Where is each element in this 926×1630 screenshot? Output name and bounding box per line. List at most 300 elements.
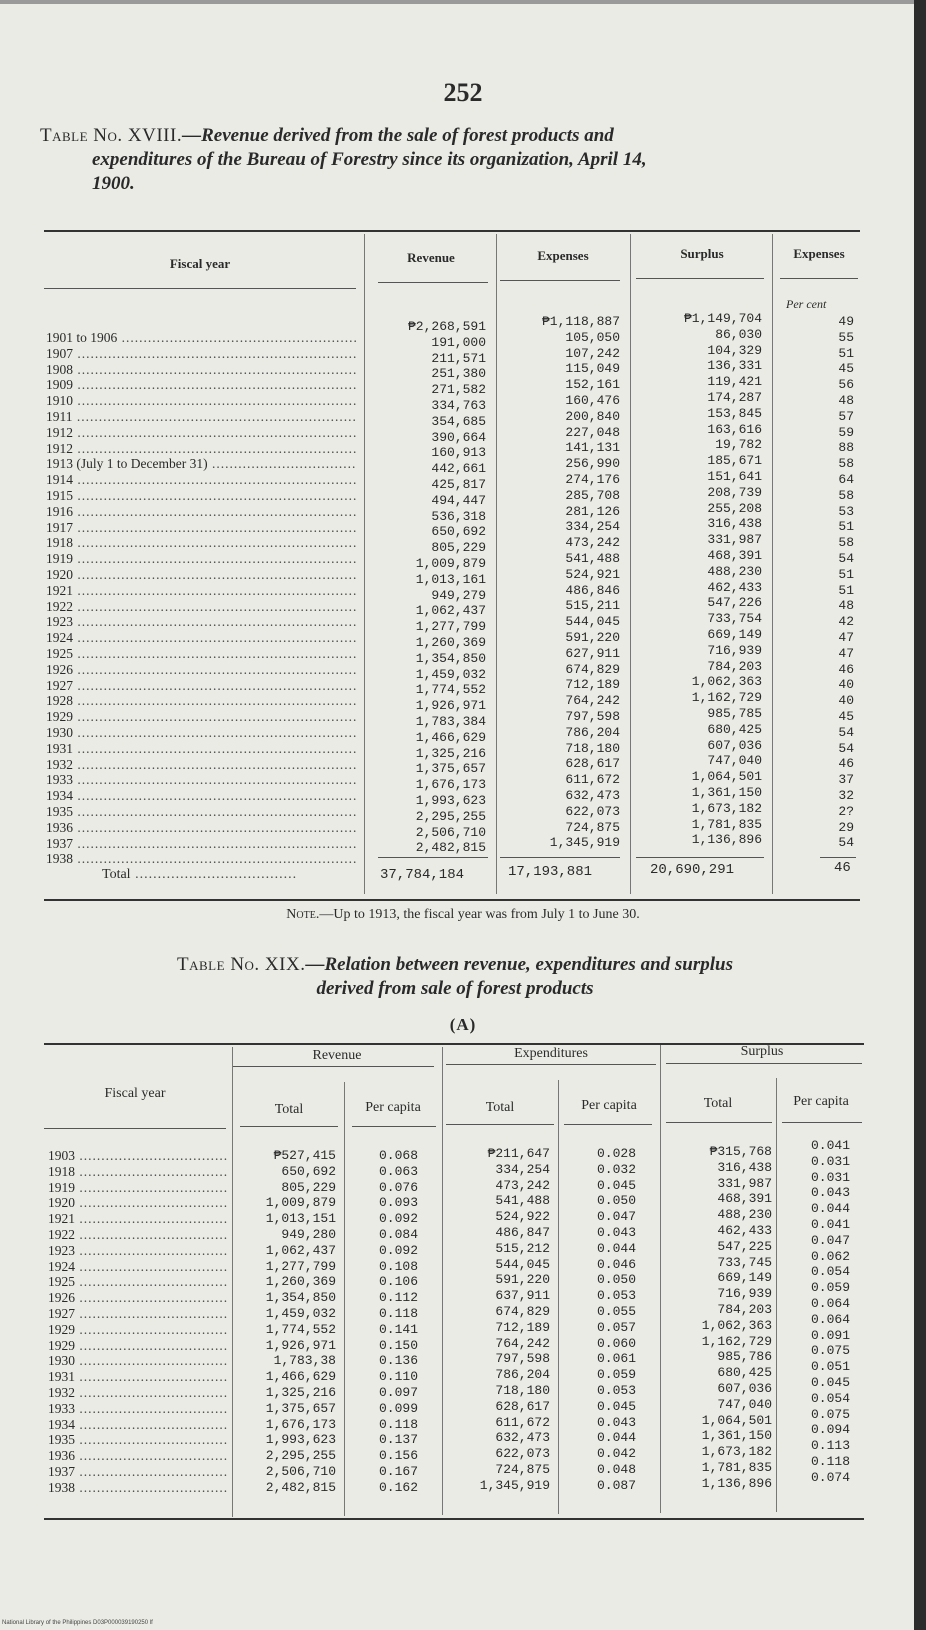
table-18-total-percent: 46 bbox=[834, 860, 851, 876]
table-19-revenue-per-capita-cell: 0.156 bbox=[378, 1448, 418, 1464]
table-19-surplus-per-capita-cell: 0.064 bbox=[810, 1295, 850, 1311]
table-19-surplus-per-capita-cell: 0.041 bbox=[810, 1216, 850, 1232]
table-18-revenue-cell: 2,506,710 bbox=[415, 824, 486, 840]
table-18-percent-cell: 40 bbox=[838, 693, 854, 709]
table-19-revenue-per-capita-cell: 0.093 bbox=[378, 1195, 418, 1211]
table-18-title-2: expenditures of the Bureau of Forestry since its organization, April 14, bbox=[92, 149, 647, 170]
table-19-expenditures-total-cell: 544,045 bbox=[495, 1256, 550, 1272]
table-19-surplus-per-capita-cell: 0.094 bbox=[810, 1422, 850, 1438]
table-18-total-surplus: 20,690,291 bbox=[650, 862, 735, 878]
table-19-surplus-per-capita-cell: 0.047 bbox=[810, 1232, 850, 1248]
table-19-revenue-per-capita-cell: 0.068 bbox=[378, 1148, 418, 1163]
table-19-surplus-total-cell: 784,203 bbox=[717, 1301, 772, 1317]
table-19-expenditures-total-cell: ₱211,647 bbox=[487, 1146, 550, 1161]
table-19-expenditures-per-capita-cell: 0.043 bbox=[596, 1224, 636, 1240]
table-19-revenue-total-cell: 1,325,216 bbox=[265, 1384, 336, 1400]
table-18-surplus-cell: 1,162,729 bbox=[691, 690, 762, 706]
table-18-header-revenue: Revenue bbox=[407, 250, 455, 265]
table-19-expenditures-per-capita-cell: 0.048 bbox=[596, 1461, 636, 1477]
table-19-revenue-per-capita-cell: 0.108 bbox=[378, 1258, 418, 1274]
table-19-year-cell: 1932 ..... bbox=[48, 1385, 228, 1401]
table-18-revenue-cell: 425,817 bbox=[431, 476, 486, 492]
table-18-surplus-cell: 669,149 bbox=[707, 626, 762, 642]
table-19-year-cell: 1919 ..... bbox=[48, 1180, 228, 1196]
table-19-header-fiscal-year: Fiscal year bbox=[104, 1086, 166, 1101]
table-18-percent-cell: 57 bbox=[838, 408, 854, 424]
table-19-surplus-total-cell: 1,064,501 bbox=[701, 1412, 772, 1428]
table-18-expenses-cell: 764,242 bbox=[565, 693, 620, 709]
table-18-revenue-cell: 1,277,799 bbox=[415, 619, 486, 635]
table-19-expenditures-total-cell: 622,073 bbox=[495, 1446, 550, 1462]
table-18-percent-cell: 49 bbox=[838, 314, 854, 329]
table-18-revenue-cell: 1,783,384 bbox=[415, 713, 486, 729]
table-18-surplus-cell: 1,673,182 bbox=[691, 800, 762, 816]
table-18-revenue-cell: 390,664 bbox=[431, 429, 486, 445]
table-19-revenue-per-capita-cell: 0.118 bbox=[378, 1305, 418, 1321]
table-18-year-cell: 1935 ..... bbox=[46, 804, 356, 820]
table-18-caption bbox=[40, 124, 870, 196]
table-19-surplus-per-capita-cell: 0.041 bbox=[810, 1138, 850, 1153]
table-18-percent-cell: 51 bbox=[838, 582, 854, 598]
table-18-revenue-cell: 1,009,879 bbox=[415, 555, 486, 571]
table-18-year-cell: 1913 (July 1 to December 31) ..... bbox=[46, 456, 356, 472]
table-19-revenue-per-capita-cell: 0.099 bbox=[378, 1400, 418, 1416]
table-18-label: Table No. XVIII. bbox=[40, 125, 183, 146]
table-18-vline-3 bbox=[630, 234, 631, 894]
table-18-surplus-cell: 1,064,501 bbox=[691, 769, 762, 785]
table-19-expenditures-per-capita-cell: 0.045 bbox=[596, 1177, 636, 1193]
table-19-revenue-per-capita-cell: 0.106 bbox=[378, 1274, 418, 1290]
table-18-year-cell: 1919 ..... bbox=[46, 551, 356, 567]
table-18-year-cell: 1915 ..... bbox=[46, 488, 356, 504]
table-19-surplus-total-cell: 747,040 bbox=[717, 1396, 772, 1412]
table-18-percent-cell: 51 bbox=[838, 566, 854, 582]
table-18-header-rule-2 bbox=[378, 282, 488, 283]
table-18-surplus-cell: 255,208 bbox=[707, 500, 762, 516]
table-18-year-cell: 1921 ..... bbox=[46, 583, 356, 599]
scan-edge-right bbox=[914, 0, 926, 1630]
table-18-surplus-cell: 1,062,363 bbox=[691, 674, 762, 690]
table-18-surplus-cell: 1,781,835 bbox=[691, 816, 762, 832]
table-18-percent-cell: 59 bbox=[838, 424, 854, 440]
table-18-year-cell: 1920 ..... bbox=[46, 567, 356, 583]
table-18-surplus-cell: 784,203 bbox=[707, 658, 762, 674]
table-18-header-rule-5 bbox=[780, 278, 858, 279]
table-18-year-cell: 1910 ..... bbox=[46, 393, 356, 409]
table-18-expenses-cell: 334,254 bbox=[565, 519, 620, 535]
table-18-header-expenses: Expenses bbox=[537, 248, 589, 263]
table-19-surplus-per-capita-cell: 0.054 bbox=[810, 1264, 850, 1280]
table-18-surplus-column bbox=[636, 311, 762, 848]
table-18-percent-cell: 54 bbox=[838, 740, 854, 756]
table-18-surplus-cell: 153,845 bbox=[707, 405, 762, 421]
table-19-header-expenditures-per-capita: Per capita bbox=[581, 1098, 637, 1113]
table-19-header-expenditures: Expenditures bbox=[514, 1046, 588, 1061]
table-19-revenue-total-cell: 1,926,971 bbox=[265, 1337, 336, 1353]
table-19-expenditures-per-capita-cell: 0.028 bbox=[596, 1146, 636, 1161]
table-18-revenue-cell: 1,013,161 bbox=[415, 571, 486, 587]
page-number: 252 bbox=[443, 78, 483, 107]
table-19-expenditures-group-rule bbox=[446, 1064, 656, 1065]
table-19-revenue-per-capita-column bbox=[352, 1148, 418, 1496]
table-19-expenditures-total-cell: 786,204 bbox=[495, 1367, 550, 1383]
table-18-surplus-cell: 316,438 bbox=[707, 516, 762, 532]
table-18-year-cell: 1938 ..... bbox=[46, 851, 356, 867]
table-18-revenue-cell: 442,661 bbox=[431, 461, 486, 477]
table-19-caption bbox=[40, 953, 870, 1001]
table-19-surplus-total-cell: ₱315,768 bbox=[709, 1144, 772, 1159]
table-19-year-cell: 1937 ..... bbox=[48, 1464, 228, 1480]
table-18-header-fiscal-year: Fiscal year bbox=[169, 256, 231, 271]
table-19-expenditures-per-capita-cell: 0.045 bbox=[596, 1398, 636, 1414]
table-19-revenue-per-capita-cell: 0.110 bbox=[378, 1369, 418, 1385]
table-19-expenditures-total-cell: 628,617 bbox=[495, 1398, 550, 1414]
table-19-expenditures-total-cell: 718,180 bbox=[495, 1382, 550, 1398]
table-19-header-rule-1 bbox=[44, 1128, 226, 1129]
table-18-expenses-cell: 256,990 bbox=[565, 456, 620, 472]
table-19-surplus-total-cell: 716,939 bbox=[717, 1286, 772, 1302]
table-19-surplus-per-capita-cell: 0.044 bbox=[810, 1201, 850, 1217]
table-19-expenditures-total-cell: 611,672 bbox=[495, 1414, 550, 1430]
table-19-year-cell: 1918 ..... bbox=[48, 1164, 228, 1180]
table-19-title-2: derived from sale of forest products bbox=[316, 978, 594, 999]
table-19-surplus-total-cell: 669,149 bbox=[717, 1270, 772, 1286]
table-18-expenses-cell: 524,921 bbox=[565, 566, 620, 582]
table-18-percent-cell: 48 bbox=[838, 598, 854, 614]
table-19-expenditures-per-capita-cell: 0.059 bbox=[596, 1367, 636, 1383]
table-18-surplus-cell: 136,331 bbox=[707, 358, 762, 374]
table-18-surplus-cell: 151,641 bbox=[707, 468, 762, 484]
table-18-revenue-cell: 1,375,657 bbox=[415, 761, 486, 777]
table-18-surplus-cell: 119,421 bbox=[707, 374, 762, 390]
table-18-percent-cell: 40 bbox=[838, 677, 854, 693]
table-18-revenue-cell: 354,685 bbox=[431, 413, 486, 429]
table-19-surplus-per-capita-cell: 0.062 bbox=[810, 1248, 850, 1264]
table-18-expenses-cell: 541,488 bbox=[565, 550, 620, 566]
table-19-revenue-total-cell: 1,277,799 bbox=[265, 1258, 336, 1274]
table-19-expenditures-per-capita-cell: 0.050 bbox=[596, 1272, 636, 1288]
table-19-revenue-total-cell: 1,466,629 bbox=[265, 1369, 336, 1385]
table-19-revenue-total-cell: 2,506,710 bbox=[265, 1463, 336, 1479]
table-19-revenue-per-capita-cell: 0.136 bbox=[378, 1353, 418, 1369]
table-18-surplus-cell: 607,036 bbox=[707, 737, 762, 753]
table-18-expenses-cell: 105,050 bbox=[565, 329, 620, 345]
table-19-year-cell: 1924 ..... bbox=[48, 1259, 228, 1275]
table-19-header-expenditures-total: Total bbox=[485, 1100, 515, 1115]
table-18-top-rule bbox=[44, 230, 860, 232]
table-18-surplus-cell: 104,329 bbox=[707, 342, 762, 358]
table-18-surplus-cell: 1,361,150 bbox=[691, 784, 762, 800]
table-19-surplus-total-cell: 462,433 bbox=[717, 1222, 772, 1238]
table-18-title-3: 1900. bbox=[92, 173, 135, 194]
table-19-header-rule-4 bbox=[446, 1124, 554, 1125]
table-18-percent-cell: 37 bbox=[838, 772, 854, 788]
table-19-expenditures-per-capita-cell: 0.044 bbox=[596, 1430, 636, 1446]
table-19-surplus-total-cell: 1,781,835 bbox=[701, 1459, 772, 1475]
table-18-expenses-cell: 141,131 bbox=[565, 440, 620, 456]
table-19-bottom-rule bbox=[44, 1518, 864, 1520]
table-18-vline-4 bbox=[772, 234, 773, 894]
table-18-expenses-cell: 107,242 bbox=[565, 345, 620, 361]
table-18-expenses-cell: 591,220 bbox=[565, 629, 620, 645]
table-19-revenue-per-capita-cell: 0.092 bbox=[378, 1211, 418, 1227]
table-19-year-cell: 1929 ..... bbox=[48, 1338, 228, 1354]
table-19-surplus-total-cell: 316,438 bbox=[717, 1159, 772, 1175]
table-19-expenditures-per-capita-cell: 0.046 bbox=[596, 1256, 636, 1272]
table-19-year-cell: 1922 ..... bbox=[48, 1227, 228, 1243]
table-19-expenditures-per-capita-cell: 0.053 bbox=[596, 1288, 636, 1304]
table-19-revenue-per-capita-cell: 0.137 bbox=[378, 1432, 418, 1448]
table-19-header-surplus-per-capita: Per capita bbox=[793, 1094, 849, 1109]
table-19-year-cell: 1930 ..... bbox=[48, 1353, 228, 1369]
table-18-header-surplus: Surplus bbox=[680, 246, 724, 261]
table-18-revenue-cell: 1,260,369 bbox=[415, 634, 486, 650]
table-19-revenue-per-capita-cell: 0.084 bbox=[378, 1226, 418, 1242]
table-19-revenue-total-cell: 1,993,623 bbox=[265, 1432, 336, 1448]
table-18-expenses-cell: 611,672 bbox=[565, 772, 620, 788]
table-19-revenue-total-cell: 1,774,552 bbox=[265, 1321, 336, 1337]
table-19-surplus-per-capita-cell: 0.074 bbox=[810, 1469, 850, 1485]
table-18-percent-cell: 45 bbox=[838, 361, 854, 377]
table-18-percent-cell: 88 bbox=[838, 440, 854, 456]
table-18-surplus-cell: 747,040 bbox=[707, 753, 762, 769]
table-18-expenses-cell: 718,180 bbox=[565, 740, 620, 756]
table-18-percent-cell: 54 bbox=[838, 835, 854, 851]
table-18-total-label: Total ..... bbox=[102, 867, 297, 883]
table-19-expenditures-per-capita-cell: 0.057 bbox=[596, 1319, 636, 1335]
table-18-year-cell: 1926 ..... bbox=[46, 662, 356, 678]
table-18-year-cell: 1934 ..... bbox=[46, 788, 356, 804]
table-18-revenue-cell: 191,000 bbox=[431, 334, 486, 350]
table-19-surplus-per-capita-cell: 0.045 bbox=[810, 1374, 850, 1390]
table-18-vline-1 bbox=[364, 234, 365, 894]
table-18-header-expenses-pct: Expenses bbox=[793, 246, 845, 261]
table-18-revenue-cell: 1,993,623 bbox=[415, 792, 486, 808]
table-18-percent-cell: 2? bbox=[838, 803, 854, 819]
table-18-total-revenue: 37,784,184 bbox=[380, 867, 465, 883]
table-18-expenses-cell: 486,846 bbox=[565, 582, 620, 598]
table-18-percent-cell: 47 bbox=[838, 629, 854, 645]
table-18-year-cell: 1918 ..... bbox=[46, 535, 356, 551]
table-18-expenses-cell: ₱1,118,887 bbox=[541, 314, 620, 329]
table-18-year-cell: 1931 ..... bbox=[46, 741, 356, 757]
table-19-year-cell: 1926 ..... bbox=[48, 1290, 228, 1306]
table-19-expenditures-per-capita-cell: 0.044 bbox=[596, 1240, 636, 1256]
table-19-surplus-total-cell: 1,162,729 bbox=[701, 1333, 772, 1349]
table-19-vline-4 bbox=[558, 1080, 559, 1514]
table-19-surplus-total-cell: 1,136,896 bbox=[701, 1475, 772, 1491]
table-19-expenditures-total-cell: 637,911 bbox=[495, 1288, 550, 1304]
table-18-year-cell: 1922 ..... bbox=[46, 599, 356, 615]
table-18-year-cell: 1925 ..... bbox=[46, 646, 356, 662]
table-18-expenses-cell: 544,045 bbox=[565, 614, 620, 630]
table-18-revenue-cell: 251,380 bbox=[431, 366, 486, 382]
table-19-surplus-per-capita-cell: 0.054 bbox=[810, 1390, 850, 1406]
table-19-revenue-total-cell: 2,482,815 bbox=[265, 1479, 336, 1495]
table-18-bottom-rule bbox=[44, 899, 860, 901]
table-19-year-cell: 1938 ..... bbox=[48, 1480, 228, 1496]
table-18-year-cell: 1932 ..... bbox=[46, 757, 356, 773]
table-18-revenue-column bbox=[370, 319, 486, 856]
table-19-revenue-total-cell: 1,375,657 bbox=[265, 1400, 336, 1416]
table-18-expenses-cell: 797,598 bbox=[565, 708, 620, 724]
table-18-percent-cell: 48 bbox=[838, 392, 854, 408]
table-19-vline-3 bbox=[442, 1047, 443, 1515]
table-18-revenue-cell: 271,582 bbox=[431, 382, 486, 398]
table-19-revenue-total-cell: 1,062,437 bbox=[265, 1242, 336, 1258]
table-19-header-rule-5 bbox=[564, 1124, 652, 1125]
table-19-surplus-total-cell: 547,225 bbox=[717, 1238, 772, 1254]
table-18-percent-cell: 56 bbox=[838, 377, 854, 393]
table-18-expenses-cell: 786,204 bbox=[565, 724, 620, 740]
table-18-surplus-cell: 163,616 bbox=[707, 421, 762, 437]
table-19-surplus-total-column bbox=[668, 1144, 772, 1492]
table-19-expenditures-per-capita-cell: 0.055 bbox=[596, 1303, 636, 1319]
table-18-year-cell: 1929 ..... bbox=[46, 709, 356, 725]
table-18-revenue-cell: 1,354,850 bbox=[415, 650, 486, 666]
table-19-vline-6 bbox=[776, 1078, 777, 1512]
table-18-expenses-cell: 674,829 bbox=[565, 661, 620, 677]
table-19-surplus-total-cell: 1,673,182 bbox=[701, 1444, 772, 1460]
table-19-expenditures-total-cell: 486,847 bbox=[495, 1224, 550, 1240]
table-18-surplus-cell: 680,425 bbox=[707, 721, 762, 737]
table-18-surplus-cell: 985,785 bbox=[707, 705, 762, 721]
table-18-title-1: —Revenue derived from the sale of forest products and bbox=[182, 125, 614, 146]
table-18-percent-cell: 53 bbox=[838, 503, 854, 519]
table-18-percent-cell: 47 bbox=[838, 645, 854, 661]
table-19-expenditures-per-capita-cell: 0.042 bbox=[596, 1446, 636, 1462]
table-19-surplus-group-rule bbox=[666, 1063, 862, 1064]
table-19-year-cell: 1923 ..... bbox=[48, 1243, 228, 1259]
table-19-surplus-total-cell: 1,062,363 bbox=[701, 1317, 772, 1333]
table-19-surplus-total-cell: 468,391 bbox=[717, 1191, 772, 1207]
table-19-vline-2 bbox=[344, 1082, 345, 1516]
table-18-expenses-cell: 622,073 bbox=[565, 803, 620, 819]
table-18-percent-column bbox=[820, 314, 854, 851]
table-19-header-rule-2 bbox=[240, 1126, 338, 1127]
table-19-vline-5 bbox=[660, 1045, 661, 1513]
table-18-revenue-cell: 1,774,552 bbox=[415, 682, 486, 698]
table-18-expenses-cell: 160,476 bbox=[565, 392, 620, 408]
table-19-expenditures-per-capita-cell: 0.060 bbox=[596, 1335, 636, 1351]
table-19-expenditures-total-column bbox=[446, 1146, 550, 1494]
table-18-year-cell: 1924 ..... bbox=[46, 630, 356, 646]
table-19-revenue-total-cell: 1,676,173 bbox=[265, 1416, 336, 1432]
table-19-expenditures-total-cell: 515,212 bbox=[495, 1240, 550, 1256]
table-19-expenditures-per-capita-cell: 0.061 bbox=[596, 1351, 636, 1367]
table-19-revenue-per-capita-cell: 0.092 bbox=[378, 1242, 418, 1258]
table-18-expenses-cell: 285,708 bbox=[565, 487, 620, 503]
table-19-year-cell: 1903 ..... bbox=[48, 1148, 228, 1164]
table-18-expenses-column bbox=[500, 314, 620, 851]
table-18-sum-rule-3 bbox=[636, 857, 764, 858]
table-19-label: Table No. XIX. bbox=[177, 954, 306, 975]
table-18-sum-rule-1 bbox=[378, 857, 488, 858]
table-18-vline-2 bbox=[496, 234, 497, 894]
table-18-revenue-cell: 2,295,255 bbox=[415, 808, 486, 824]
table-19-revenue-total-cell: 1,459,032 bbox=[265, 1305, 336, 1321]
table-18-surplus-cell: ₱1,149,704 bbox=[683, 311, 762, 326]
table-19-surplus-per-capita-column bbox=[790, 1138, 850, 1486]
table-18-revenue-cell: 1,459,032 bbox=[415, 666, 486, 682]
table-19-revenue-total-cell: 1,013,151 bbox=[265, 1211, 336, 1227]
table-18-year-cell: 1907 ..... bbox=[46, 346, 356, 362]
table-19-years-column bbox=[48, 1148, 228, 1496]
table-18-per-cent-label: Per cent bbox=[786, 297, 827, 311]
table-19-revenue-per-capita-cell: 0.141 bbox=[378, 1321, 418, 1337]
table-19-header-surplus-total: Total bbox=[703, 1096, 733, 1111]
table-18-expenses-cell: 200,840 bbox=[565, 408, 620, 424]
table-18-header-rule-1 bbox=[44, 288, 356, 289]
table-19-expenditures-per-capita-cell: 0.043 bbox=[596, 1414, 636, 1430]
table-19-expenditures-total-cell: 524,922 bbox=[495, 1209, 550, 1225]
table-18-year-cell: 1933 ..... bbox=[46, 772, 356, 788]
table-19-year-cell: 1934 ..... bbox=[48, 1417, 228, 1433]
table-18-expenses-cell: 473,242 bbox=[565, 535, 620, 551]
scan-footer: National Library of the Philippines D03P000039190250 lf bbox=[2, 1620, 153, 1626]
table-19-revenue-per-capita-cell: 0.167 bbox=[378, 1463, 418, 1479]
table-18-revenue-cell: 1,676,173 bbox=[415, 777, 486, 793]
table-18-expenses-cell: 281,126 bbox=[565, 503, 620, 519]
table-18-percent-cell: 45 bbox=[838, 708, 854, 724]
table-19-header-revenue: Revenue bbox=[312, 1048, 362, 1063]
table-19-expenditures-per-capita-cell: 0.047 bbox=[596, 1209, 636, 1225]
table-19-header-surplus: Surplus bbox=[740, 1044, 784, 1059]
table-19-surplus-total-cell: 331,987 bbox=[717, 1175, 772, 1191]
table-18-surplus-cell: 488,230 bbox=[707, 563, 762, 579]
table-18-percent-cell: 55 bbox=[838, 329, 854, 345]
note-text: —Up to 1913, the fiscal year was from July 1 to June 30. bbox=[319, 907, 640, 922]
table-18-percent-cell: 32 bbox=[838, 787, 854, 803]
table-19-revenue-per-capita-cell: 0.076 bbox=[378, 1179, 418, 1195]
table-19-revenue-total-column bbox=[240, 1148, 336, 1496]
table-18-percent-cell: 64 bbox=[838, 471, 854, 487]
table-19-title-1: —Relation between revenue, expenditures and surplus bbox=[305, 954, 733, 975]
table-19-expenditures-per-capita-cell: 0.053 bbox=[596, 1382, 636, 1398]
table-18-expenses-cell: 115,049 bbox=[565, 361, 620, 377]
table-19-expenditures-total-cell: 334,254 bbox=[495, 1161, 550, 1177]
table-19-surplus-per-capita-cell: 0.075 bbox=[810, 1406, 850, 1422]
table-19-header-rule-7 bbox=[782, 1122, 862, 1123]
table-19-revenue-total-cell: 1,783,38 bbox=[273, 1353, 336, 1369]
table-19-vline-1 bbox=[232, 1047, 233, 1517]
table-19-surplus-per-capita-cell: 0.075 bbox=[810, 1343, 850, 1359]
table-18-percent-cell: 58 bbox=[838, 535, 854, 551]
table-18-percent-cell: 58 bbox=[838, 456, 854, 472]
table-18-surplus-cell: 208,739 bbox=[707, 484, 762, 500]
table-18-percent-cell: 42 bbox=[838, 614, 854, 630]
table-18-percent-cell: 29 bbox=[838, 819, 854, 835]
table-18-percent-cell: 54 bbox=[838, 724, 854, 740]
table-18-expenses-cell: 724,875 bbox=[565, 819, 620, 835]
table-18-total-expenses: 17,193,881 bbox=[508, 864, 593, 880]
table-18-sum-rule-4 bbox=[820, 857, 856, 858]
table-18-surplus-cell: 331,987 bbox=[707, 532, 762, 548]
table-18-year-cell: 1937 ..... bbox=[46, 836, 356, 852]
table-18-surplus-cell: 86,030 bbox=[715, 326, 762, 342]
table-18-revenue-cell: 160,913 bbox=[431, 445, 486, 461]
table-18-note bbox=[0, 907, 926, 923]
table-19-year-cell: 1933 ..... bbox=[48, 1401, 228, 1417]
table-18-expenses-cell: 627,911 bbox=[565, 645, 620, 661]
table-19-expenditures-total-cell: 712,189 bbox=[495, 1319, 550, 1335]
table-19-surplus-per-capita-cell: 0.059 bbox=[810, 1280, 850, 1296]
scan-edge-top bbox=[0, 0, 926, 4]
table-18-year-cell: 1916 ..... bbox=[46, 504, 356, 520]
table-19-revenue-total-cell: 2,295,255 bbox=[265, 1448, 336, 1464]
table-19-surplus-total-cell: 680,425 bbox=[717, 1365, 772, 1381]
table-18-surplus-cell: 19,782 bbox=[715, 437, 762, 453]
